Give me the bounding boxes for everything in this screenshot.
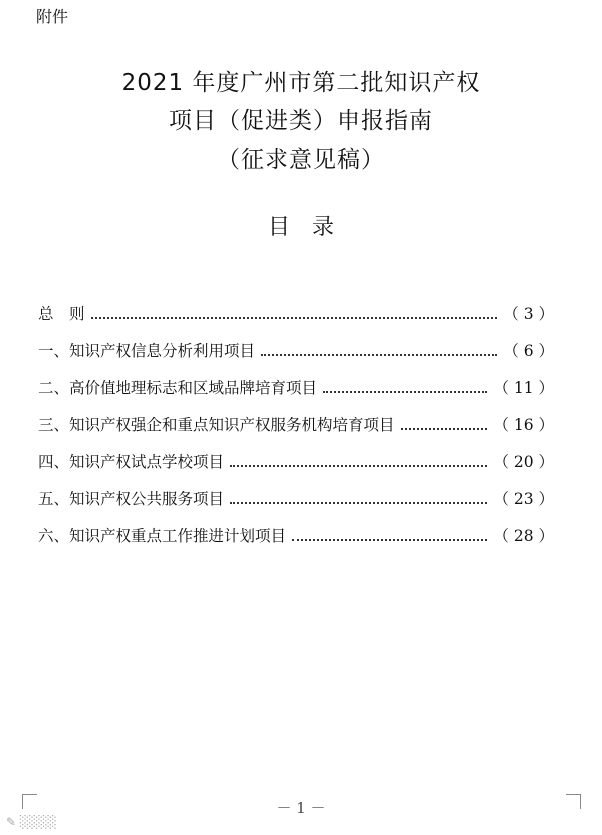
toc-entry-page: （ 28 ） xyxy=(493,527,554,545)
toc-leader-dots xyxy=(292,539,487,541)
toc-entry[interactable] xyxy=(38,509,554,546)
toc-entry[interactable] xyxy=(38,361,554,398)
toc-entry-page: （ 20 ） xyxy=(493,453,554,471)
toc-entry[interactable] xyxy=(38,287,554,324)
toc-leader-dots xyxy=(230,465,487,467)
toc-leader-dots xyxy=(91,317,498,319)
toc-leader-dots xyxy=(323,391,487,393)
toc-entry-label: 五、知识产权公共服务项目 xyxy=(38,490,225,508)
toc-entry[interactable] xyxy=(38,472,554,509)
table-of-contents xyxy=(38,287,554,546)
toc-entry-label: 六、知识产权重点工作推进计划项目 xyxy=(38,527,287,545)
document-title-line-3: （征求意见稿） xyxy=(217,147,385,173)
toc-entry-page: （ 16 ） xyxy=(493,416,554,434)
toc-heading: 目 录 xyxy=(267,215,334,240)
toc-leader-dots xyxy=(401,428,488,430)
attachment-label: 附件 xyxy=(36,7,69,26)
toc-entry-page: （ 23 ） xyxy=(493,490,554,508)
page-number: － 1 － xyxy=(276,799,326,817)
toc-entry-label: 三、知识产权强企和重点知识产权服务机构培育项目 xyxy=(38,416,395,434)
toc-entry-label: 一、知识产权信息分析利用项目 xyxy=(38,342,256,360)
toc-entry-label: 四、知识产权试点学校项目 xyxy=(38,453,225,471)
toc-entry-label: 总 则 xyxy=(38,305,85,323)
toc-entry-label: 二、高价值地理标志和区域品牌培育项目 xyxy=(38,379,318,397)
toc-leader-dots xyxy=(230,502,487,504)
toc-entry-page: （ 11 ） xyxy=(493,379,554,397)
toc-entry-page: （ 6 ） xyxy=(503,342,554,360)
toc-entry[interactable] xyxy=(38,398,554,435)
document-title-line-2: 项目（促进类）申报指南 xyxy=(169,108,433,134)
toc-entry[interactable] xyxy=(38,324,554,361)
toc-entry[interactable] xyxy=(38,435,554,472)
toc-entry-page: （ 3 ） xyxy=(503,305,554,323)
watermark-logo: ✎ ░░░░ xyxy=(6,815,57,829)
toc-leader-dots xyxy=(261,354,497,356)
document-title-line-1: 2021 年度广州市第二批知识产权 xyxy=(121,70,481,96)
